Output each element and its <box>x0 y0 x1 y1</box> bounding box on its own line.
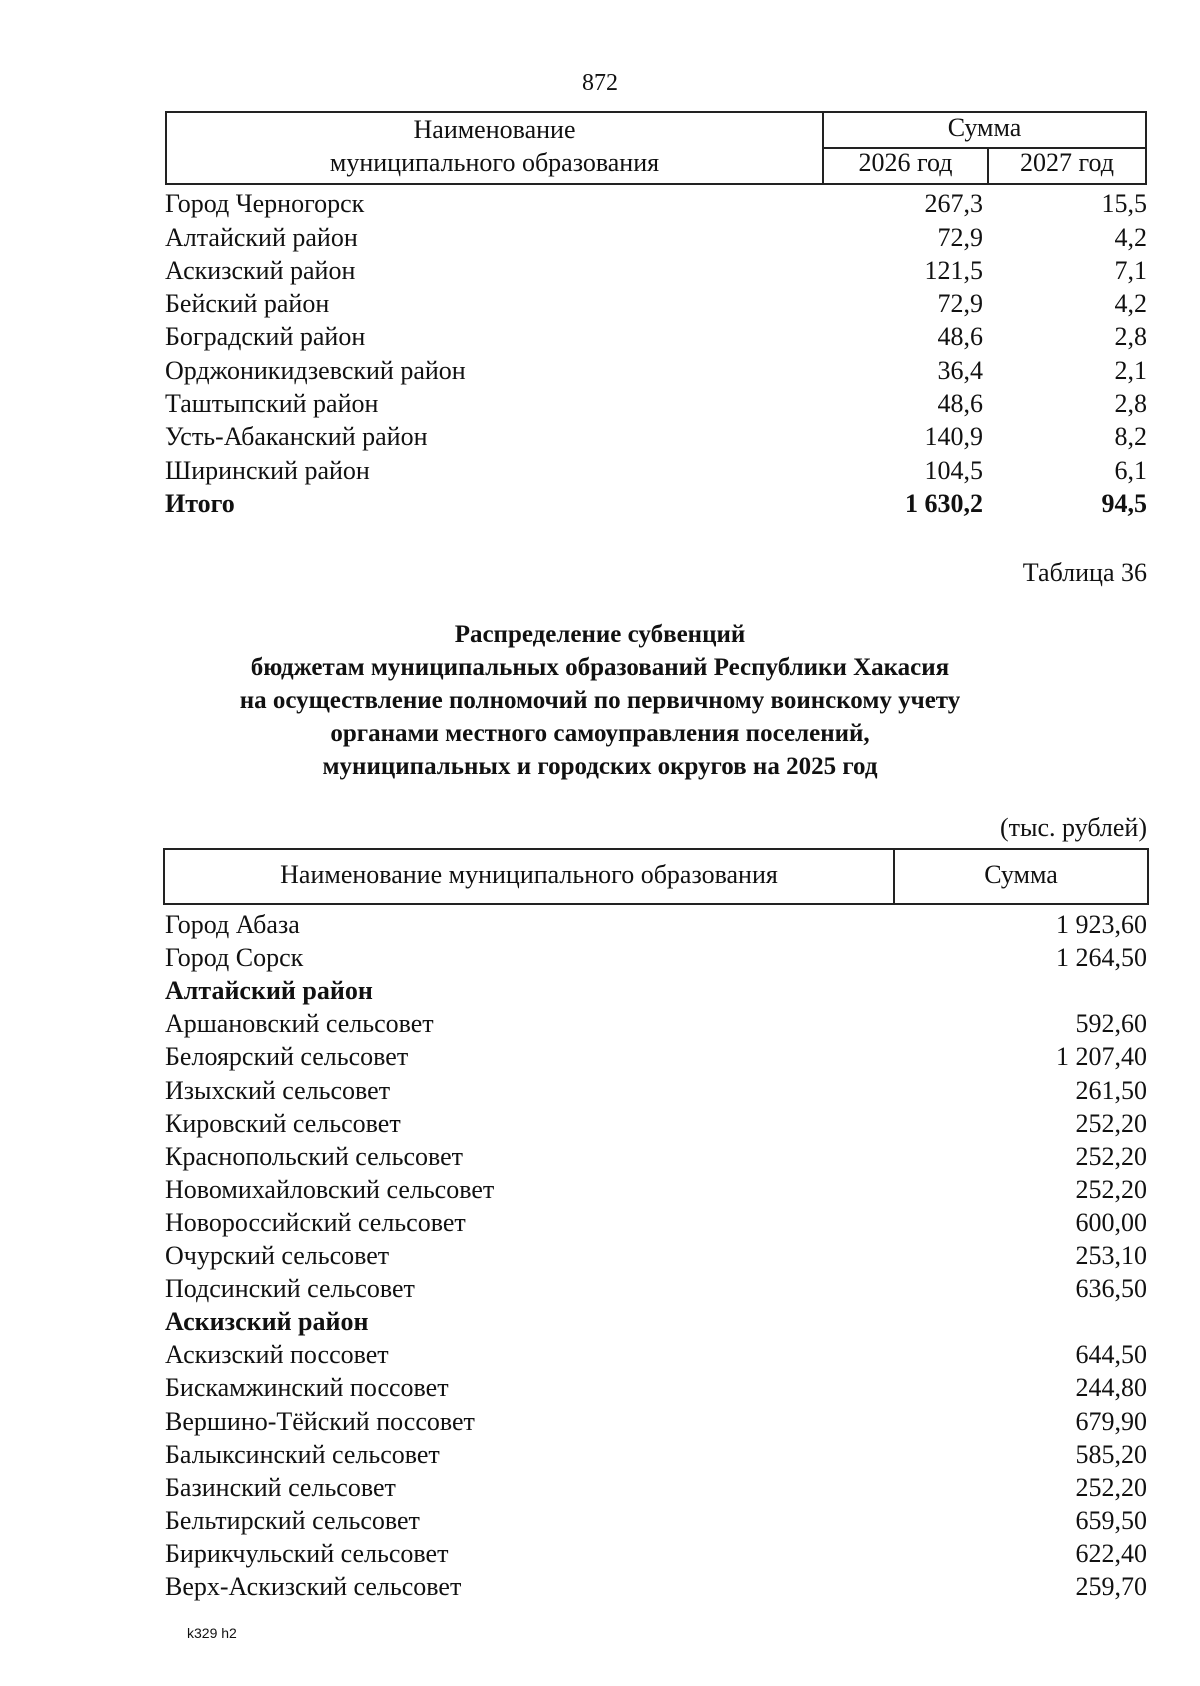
title-line: муниципальных и городских округов на 2025 год <box>322 753 878 780</box>
table-row <box>165 286 1147 319</box>
row-value-2027: 6,1 <box>1114 455 1147 485</box>
row-value: 252,20 <box>1075 1141 1147 1171</box>
row-value: 659,50 <box>1075 1505 1147 1535</box>
table-row <box>165 1205 1147 1238</box>
row-value: 636,50 <box>1075 1274 1147 1304</box>
row-value: 644,50 <box>1075 1340 1147 1370</box>
district-heading-row <box>165 1304 1147 1337</box>
table-row <box>165 1337 1147 1370</box>
footer-code: k329 h2 <box>187 1625 237 1641</box>
row-name: Город Черногорск <box>165 189 365 219</box>
table-row <box>165 352 1147 385</box>
table1-body <box>165 186 1147 519</box>
row-name: Боградский район <box>165 322 366 352</box>
row-value: 261,50 <box>1075 1075 1147 1105</box>
row-name: Краснопольский сельсовет <box>165 1141 464 1171</box>
table-row <box>165 940 1147 973</box>
row-value: 600,00 <box>1075 1207 1147 1237</box>
district-heading-row <box>165 973 1147 1006</box>
row-value-2026: 1 630,2 <box>905 488 983 518</box>
table-row <box>165 1139 1147 1172</box>
row-name: Аскизский поссовет <box>165 1340 389 1370</box>
row-value-2027: 2,8 <box>1114 389 1147 419</box>
table2-body <box>165 907 1147 1602</box>
row-value-2027: 2,8 <box>1114 322 1147 352</box>
row-name: Изыхский сельсовет <box>165 1075 391 1105</box>
row-value-2027: 4,2 <box>1114 222 1147 252</box>
row-value: 1 264,50 <box>1056 943 1147 973</box>
table-row <box>165 319 1147 352</box>
table-row <box>165 1536 1147 1569</box>
table-row <box>165 253 1147 286</box>
row-value-2027: 4,2 <box>1114 289 1147 319</box>
table-row <box>165 1437 1147 1470</box>
table-row <box>165 1470 1147 1503</box>
row-name: Очурский сельсовет <box>165 1241 390 1271</box>
table1-year-2027-header: 2027 год <box>1020 148 1114 177</box>
row-value-2026: 72,9 <box>937 289 983 319</box>
row-value: 259,70 <box>1075 1571 1147 1601</box>
row-value-2026: 104,5 <box>924 455 983 485</box>
table-row <box>165 1370 1147 1403</box>
table-row <box>165 386 1147 419</box>
row-value: 252,20 <box>1075 1108 1147 1138</box>
row-name: Город Абаза <box>165 910 300 940</box>
row-value-2026: 121,5 <box>924 255 983 285</box>
row-value-2026: 48,6 <box>937 322 983 352</box>
row-name: Бейский район <box>165 289 330 319</box>
table1-year-2026-header: 2026 год <box>858 148 953 177</box>
table-label: Таблица 36 <box>1022 558 1147 587</box>
row-name: Балыксинский сельсовет <box>165 1439 440 1469</box>
row-name: Аскизский район <box>165 1307 369 1337</box>
row-name: Алтайский район <box>165 976 373 1006</box>
table-row <box>165 1006 1147 1039</box>
row-value: 592,60 <box>1075 1009 1147 1039</box>
table2-name-header: Наименование муниципального образования <box>280 860 778 889</box>
row-name: Кировский сельсовет <box>165 1108 401 1138</box>
row-name: Базинский сельсовет <box>165 1472 396 1502</box>
table-row <box>165 1238 1147 1271</box>
row-value: 252,20 <box>1075 1472 1147 1502</box>
table-row <box>165 186 1147 219</box>
table-row <box>165 1172 1147 1205</box>
row-name: Бискамжинский поссовет <box>165 1373 449 1403</box>
row-name: Алтайский район <box>165 222 358 252</box>
table1-header <box>165 111 1147 185</box>
row-name: Итого <box>165 488 235 518</box>
title-line: органами местного самоуправления поселений, <box>330 720 870 747</box>
table-row <box>165 452 1147 485</box>
row-name: Аскизский район <box>165 255 356 285</box>
table-row <box>165 1503 1147 1536</box>
row-value: 252,20 <box>1075 1174 1147 1204</box>
row-value-2027: 8,2 <box>1114 422 1147 452</box>
row-value-2026: 267,3 <box>924 189 983 219</box>
row-value-2026: 36,4 <box>937 355 983 385</box>
units-label: (тыс. рублей) <box>999 813 1147 842</box>
table1-name-header-line2: муниципального образования <box>329 148 660 177</box>
row-name: Новороссийский сельсовет <box>165 1207 466 1237</box>
row-value: 253,10 <box>1075 1241 1147 1271</box>
table-row <box>165 419 1147 452</box>
row-value-2026: 72,9 <box>937 222 983 252</box>
row-name: Город Сорск <box>165 943 304 973</box>
row-name: Орджоникидзевский район <box>165 355 466 385</box>
row-name: Подсинский сельсовет <box>165 1274 415 1304</box>
row-name: Таштыпский район <box>165 389 379 419</box>
row-value-2027: 2,1 <box>1114 355 1147 385</box>
table1-total-row <box>165 486 1147 519</box>
table-row <box>165 1039 1147 1072</box>
table-row <box>165 1106 1147 1139</box>
table-title <box>0 618 1200 783</box>
row-name: Аршановский сельсовет <box>165 1009 434 1039</box>
table-row <box>165 1403 1147 1436</box>
row-name: Новомихайловский сельсовет <box>165 1174 495 1204</box>
table1-name-header-line1: Наименование <box>413 115 576 144</box>
row-value: 679,90 <box>1075 1406 1147 1436</box>
row-value-2027: 15,5 <box>1101 189 1147 219</box>
table-row <box>165 1072 1147 1105</box>
row-value: 622,40 <box>1075 1538 1147 1568</box>
table-row <box>165 907 1147 940</box>
row-name: Верх-Аскизский сельсовет <box>165 1571 462 1601</box>
table2-header <box>163 848 1149 905</box>
row-value: 244,80 <box>1075 1373 1147 1403</box>
row-value: 1 923,60 <box>1056 910 1147 940</box>
row-value: 1 207,40 <box>1056 1042 1147 1072</box>
row-name: Белоярский сельсовет <box>165 1042 409 1072</box>
row-name: Вершино-Тёйский поссовет <box>165 1406 475 1436</box>
row-value-2027: 94,5 <box>1101 488 1147 518</box>
table-row <box>165 1569 1147 1602</box>
table-row <box>165 219 1147 252</box>
row-value: 585,20 <box>1075 1439 1147 1469</box>
row-name: Бирикчульский сельсовет <box>165 1538 449 1568</box>
title-line: на осуществление полномочий по первичному воинскому учету <box>239 687 961 714</box>
row-value-2027: 7,1 <box>1114 255 1147 285</box>
table-row <box>165 1271 1147 1304</box>
table2-sum-header: Сумма <box>984 860 1058 889</box>
table1-sum-header: Сумма <box>947 113 1022 142</box>
row-name: Ширинский район <box>165 455 370 485</box>
row-name: Усть-Абаканский район <box>165 422 428 452</box>
row-value-2026: 48,6 <box>937 389 983 419</box>
row-name: Бельтирский сельсовет <box>165 1505 420 1535</box>
page-number: 872 <box>582 70 618 96</box>
title-line: бюджетам муниципальных образований Республики Хакасия <box>250 654 950 681</box>
title-line: Распределение субвенций <box>454 621 746 648</box>
row-value-2026: 140,9 <box>924 422 983 452</box>
